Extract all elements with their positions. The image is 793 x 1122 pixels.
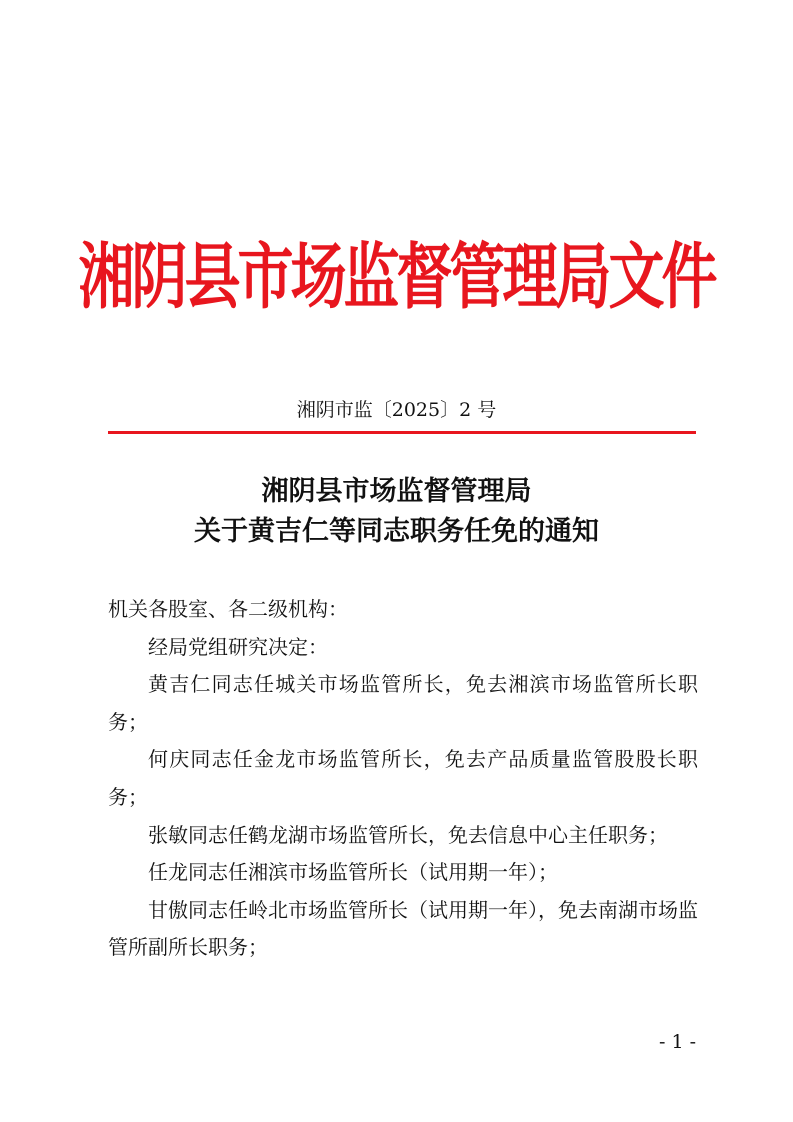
body-paragraph: 何庆同志任金龙市场监管所长，免去产品质量监管股股长职务； — [108, 747, 698, 809]
body-paragraph: 经局党组研究决定： — [148, 634, 328, 659]
notice-title-line-2: 关于黄吉仁等同志职务任免的通知 — [194, 516, 599, 547]
body-paragraph: 任龙同志任湘滨市场监管所长（试用期一年）； — [148, 860, 558, 885]
red-divider-line — [108, 431, 696, 434]
salutation: 机关各股室、各二级机构： — [108, 597, 348, 621]
notice-body — [108, 591, 698, 967]
body-paragraph: 甘傲同志任岭北市场监管所长（试用期一年），免去南湖市场监管所副所长职务； — [108, 897, 698, 960]
document-number: 湘阴市监〔2025〕2 号 — [296, 399, 497, 421]
body-paragraph: 张敏同志任鹤龙湖市场监管所长，免去信息中心主任职务； — [148, 822, 668, 847]
masthead-title: 湘阴县市场监督管理局文件 — [78, 234, 715, 320]
page-number: - 1 - — [658, 1031, 696, 1053]
notice-title-line-1: 湘阴县市场监督管理局 — [261, 476, 532, 507]
notice-title — [0, 472, 793, 552]
body-paragraph: 黄吉仁同志任城关市场监管所长，免去湘滨市场监管所长职务； — [108, 672, 698, 734]
